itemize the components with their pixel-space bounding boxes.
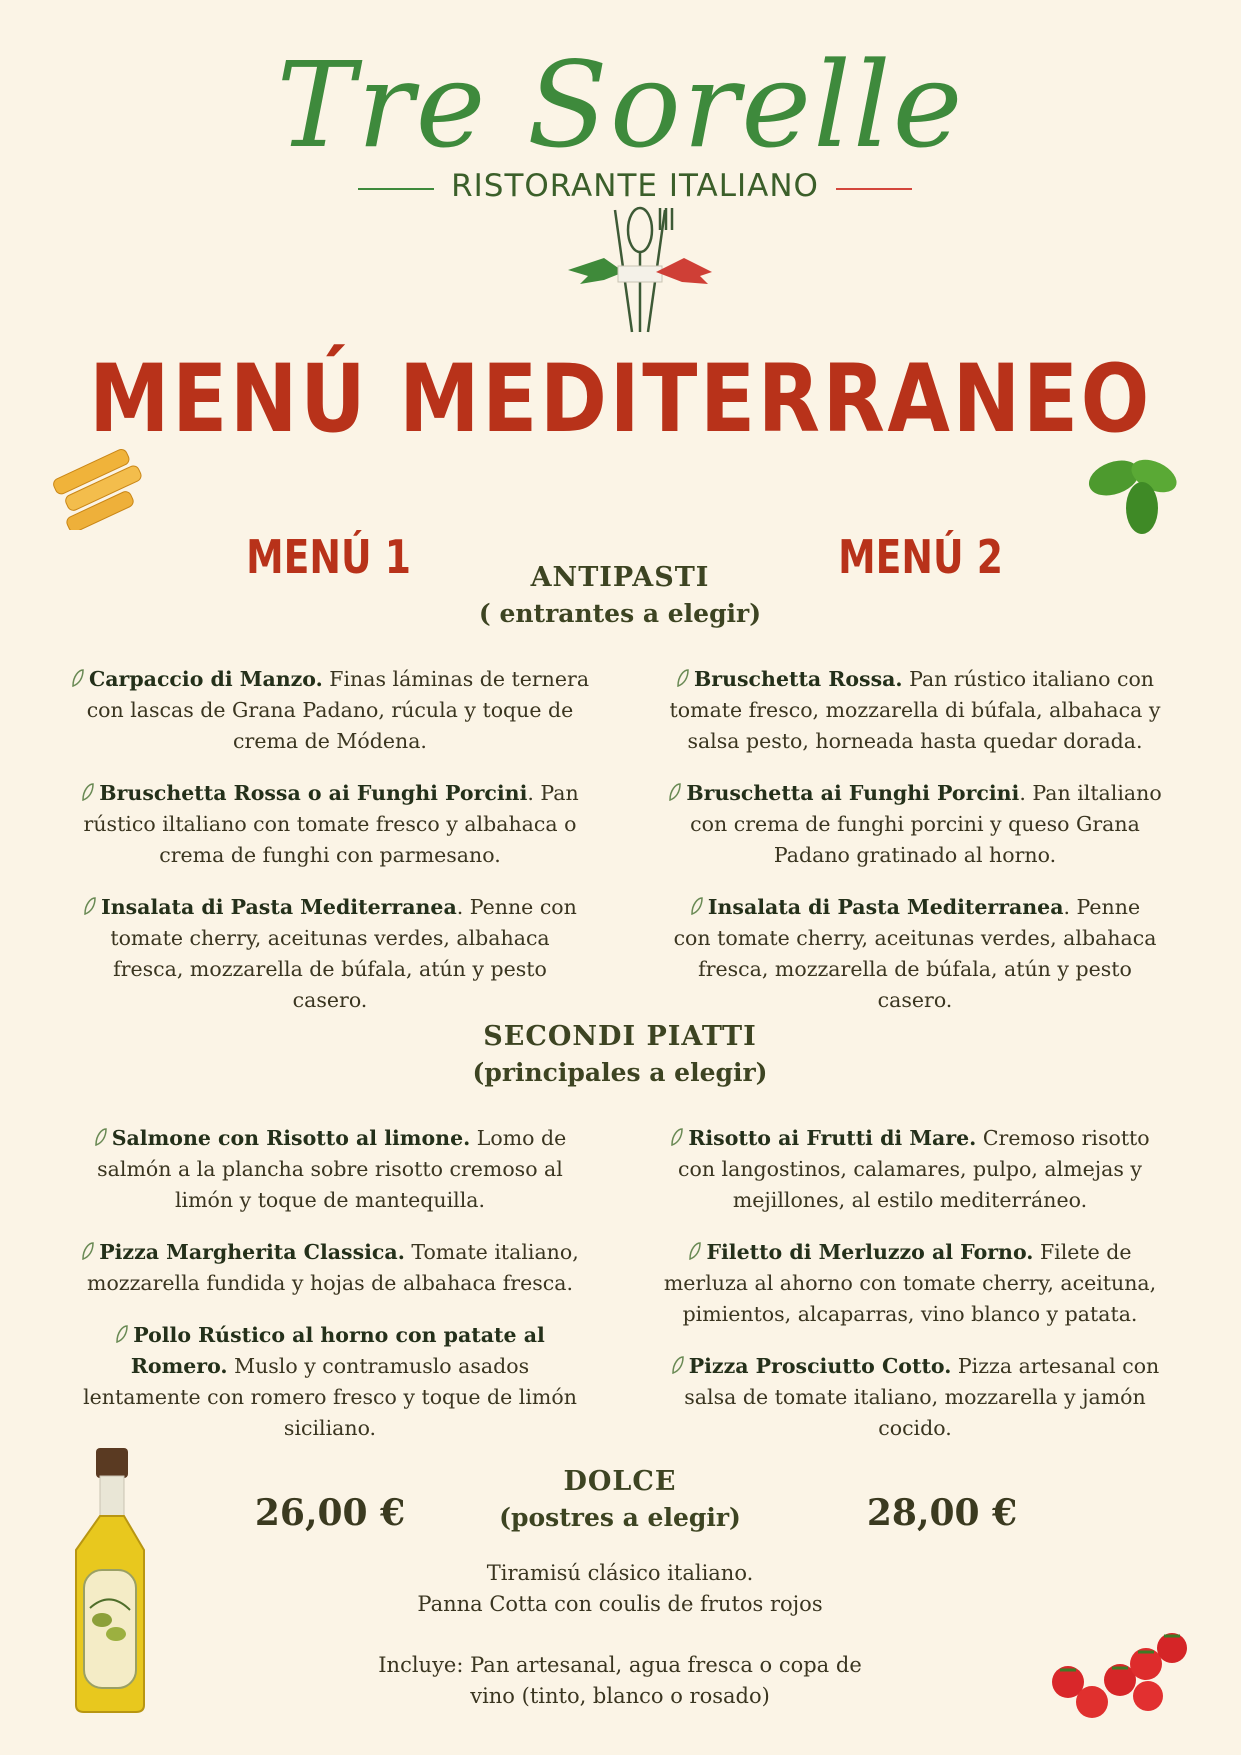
leaf-icon xyxy=(71,668,85,688)
antipasti-menu2-item-1 xyxy=(660,664,1170,757)
menu1-price: 26,00 € xyxy=(254,1492,406,1534)
dish-name: Bruschetta Rossa o ai Funghi Porcini xyxy=(99,781,528,805)
menu1-heading: MENÚ 1 xyxy=(246,530,411,584)
dolce-item-1: Tiramisú clásico italiano. xyxy=(486,1561,754,1585)
divider-right xyxy=(836,188,912,190)
leaf-icon xyxy=(690,896,704,916)
leaf-icon xyxy=(81,1241,95,1261)
secondi-title: SECONDI PIATTI xyxy=(483,1021,757,1052)
leaf-icon xyxy=(671,1355,685,1375)
secondi-menu1-item-2 xyxy=(70,1237,590,1299)
dish-description: . Pan iltaliano con crema de funghi porcini y queso Grana Padano gratinado al horno. xyxy=(690,781,1162,867)
antipasti-title: ANTIPASTI xyxy=(530,562,710,593)
dish-description: . Pan rústico iltaliano con tomate fresco y albahaca o crema de funghi con parmesano. xyxy=(83,781,579,867)
dish-name: Bruschetta ai Funghi Porcini xyxy=(686,781,1020,805)
dish-name: Salmone con Risotto al limone. xyxy=(111,1126,471,1150)
dish-description: Cremoso risotto con langostinos, calamares, pulpo, almejas y mejillones, al estilo mediterráneo. xyxy=(678,1126,1150,1212)
menu2-heading: MENÚ 2 xyxy=(838,530,1003,584)
antipasti-menu2-item-3 xyxy=(670,892,1160,1016)
leaf-icon xyxy=(94,1127,108,1147)
antipasti-menu1-item-1 xyxy=(70,664,590,757)
dish-name: Pizza Prosciutto Cotto. xyxy=(688,1354,952,1378)
cutlery-icon xyxy=(560,200,720,340)
pasta-illustration xyxy=(48,440,158,530)
dish-name: Filetto di Merluzzo al Forno. xyxy=(706,1240,1034,1264)
leaf-icon xyxy=(670,1127,684,1147)
antipasti-menu1-item-2 xyxy=(70,778,590,871)
dish-name: Risotto ai Frutti di Mare. xyxy=(688,1126,977,1150)
secondi-subtitle: (principales a elegir) xyxy=(472,1058,768,1087)
leaf-icon xyxy=(83,896,97,916)
secondi-menu2-item-1 xyxy=(650,1123,1170,1216)
brand-subtitle: RISTORANTE ITALIANO xyxy=(451,168,819,204)
menu-title: MENÚ MEDITERRANEO xyxy=(89,345,1152,454)
includes-line-1: Incluye: Pan artesanal, agua fresca o copa de xyxy=(378,1653,862,1677)
leaf-icon xyxy=(81,782,95,802)
dolce-subtitle: (postres a elegir) xyxy=(499,1503,741,1532)
leaf-icon xyxy=(676,668,690,688)
basil-illustration xyxy=(1084,448,1184,538)
includes-line-2: vino (tinto, blanco o rosado) xyxy=(470,1684,770,1708)
dish-name: Pizza Margherita Classica. xyxy=(99,1240,405,1264)
dish-name: Pollo Rústico al horno con patate al Romero. xyxy=(130,1323,545,1378)
olive-oil-bottle-illustration xyxy=(60,1440,160,1720)
dish-description: . Penne con tomate cherry, aceitunas verdes, albahaca fresca, mozzarella de búfala, atún y pesto casero. xyxy=(673,895,1157,1012)
cherry-tomatoes-illustration xyxy=(1040,1620,1190,1730)
dish-description: Finas láminas de ternera con lascas de Grana Padano, rúcula y toque de crema de Módena. xyxy=(86,667,590,753)
dish-name: Carpaccio di Manzo. xyxy=(88,667,323,691)
dolce-item-2: Panna Cotta con coulis de frutos rojos xyxy=(417,1592,823,1616)
dish-name: Insalata di Pasta Mediterranea xyxy=(101,895,457,919)
secondi-menu1-item-1 xyxy=(80,1123,580,1216)
dish-description: Filete de merluza al ahorno con tomate cherry, aceituna, pimientos, alcaparras, vino blanco y patata. xyxy=(663,1240,1157,1326)
dish-description: Lomo de salmón a la plancha sobre risotto cremoso al limón y toque de mantequilla. xyxy=(97,1126,567,1212)
menu2-price: 28,00 € xyxy=(866,1492,1018,1534)
antipasti-subtitle: ( entrantes a elegir) xyxy=(478,599,762,628)
dolce-title: DOLCE xyxy=(563,1466,677,1497)
dish-name: Insalata di Pasta Mediterranea xyxy=(707,895,1064,919)
brand-logo-text: Tre Sorelle xyxy=(276,36,965,174)
antipasti-menu2-item-2 xyxy=(660,778,1170,871)
secondi-menu2-item-2 xyxy=(650,1237,1170,1330)
leaf-icon xyxy=(668,782,682,802)
dish-description: Tomate italiano, mozzarella fundida y hojas de albahaca fresca. xyxy=(87,1240,579,1295)
dish-description: Muslo y contramuslo asados lentamente con romero fresco y toque de limón siciliano. xyxy=(83,1354,577,1440)
dish-name: Bruschetta Rossa. xyxy=(693,667,903,691)
dish-description: . Penne con tomate cherry, aceitunas verdes, albahaca fresca, mozzarella de búfala, atún y pesto casero. xyxy=(110,895,577,1012)
secondi-menu2-item-3 xyxy=(660,1351,1170,1444)
dish-description: Pan rústico italiano con tomate fresco, mozzarella di búfala, albahaca y salsa pesto, horneada hasta quedar dorada. xyxy=(669,667,1161,753)
leaf-icon xyxy=(115,1324,129,1344)
dish-description: Pizza artesanal con salsa de tomate italiano, mozzarella y jamón cocido. xyxy=(684,1354,1160,1440)
divider-left xyxy=(358,188,434,190)
antipasti-menu1-item-3 xyxy=(80,892,580,1016)
leaf-icon xyxy=(688,1241,702,1261)
secondi-menu1-item-3 xyxy=(70,1320,590,1444)
